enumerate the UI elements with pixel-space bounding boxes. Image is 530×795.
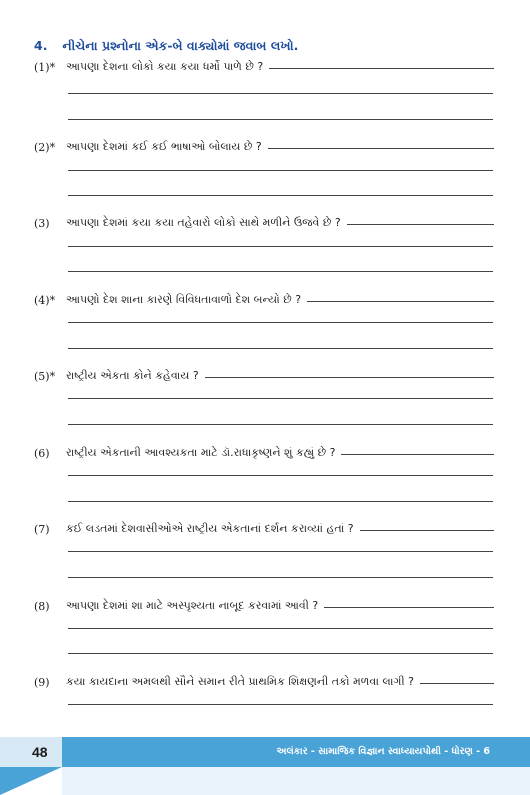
- question-4: [34, 291, 494, 307]
- question-text: આપણા દેશમાં કઈ કઈ ભાષાઓ બોલાય છે ?: [66, 140, 262, 153]
- question-text: રાષ્ટ્રીય એકતા કોને કહેવાય ?: [66, 369, 199, 382]
- answer-line[interactable]: [341, 454, 494, 455]
- section-number: 4.: [34, 38, 48, 53]
- question-number: (6): [34, 447, 50, 460]
- answer-line[interactable]: [68, 271, 493, 272]
- answer-line[interactable]: [68, 93, 493, 94]
- answer-line[interactable]: [68, 322, 493, 323]
- page-number: 48: [32, 744, 48, 760]
- answer-line[interactable]: [420, 683, 494, 684]
- question-number: (3): [34, 217, 50, 230]
- footer-page-box: [0, 737, 62, 767]
- question-3: [34, 214, 494, 230]
- answer-line[interactable]: [68, 628, 493, 629]
- question-8: [34, 597, 494, 613]
- answer-line[interactable]: [68, 398, 493, 399]
- answer-line[interactable]: [268, 148, 494, 149]
- answer-line[interactable]: [68, 704, 493, 705]
- question-1: [34, 58, 494, 74]
- answer-line[interactable]: [68, 348, 493, 349]
- question-number: (9): [34, 676, 50, 689]
- answer-line[interactable]: [347, 224, 494, 225]
- answer-line[interactable]: [68, 195, 493, 196]
- question-number: (2)*: [34, 141, 56, 154]
- section-title: નીચેના પ્રશ્નોના એક-બે વાક્યોમાં જવાબ લખો.: [62, 38, 299, 53]
- question-5: [34, 367, 494, 383]
- question-7: [34, 520, 494, 536]
- question-text: રાષ્ટ્રીય એકતાની આવશ્યકતા માટે ડૉ.રાધાકૃષ્ણને શું કહ્યું છે ?: [66, 446, 336, 459]
- question-number: (5)*: [34, 370, 56, 383]
- answer-line[interactable]: [68, 551, 493, 552]
- answer-line[interactable]: [68, 424, 493, 425]
- answer-line[interactable]: [68, 577, 493, 578]
- answer-line[interactable]: [205, 377, 494, 378]
- question-number: (4)*: [34, 294, 56, 307]
- answer-line[interactable]: [269, 68, 494, 69]
- section-heading: [34, 38, 298, 54]
- question-number: (8): [34, 600, 50, 613]
- question-6: [34, 444, 494, 460]
- question-text: આપણા દેશના લોકો કયા કયા ધર્મો પાળે છે ?: [66, 60, 264, 73]
- answer-line[interactable]: [68, 170, 493, 171]
- answer-line[interactable]: [68, 246, 493, 247]
- answer-line[interactable]: [68, 119, 493, 120]
- answer-line[interactable]: [68, 475, 493, 476]
- answer-line[interactable]: [307, 301, 494, 302]
- question-number: (1)*: [34, 61, 56, 74]
- question-2: [34, 138, 494, 154]
- answer-line[interactable]: [324, 607, 494, 608]
- footer-book-title: અલંકાર - સામાજિક વિજ્ઞાન સ્વાધ્યાયપોથી - ધોરણ - 6: [276, 746, 490, 757]
- answer-line[interactable]: [360, 530, 494, 531]
- answer-line[interactable]: [68, 501, 493, 502]
- question-9: [34, 673, 494, 689]
- question-text: કયા કાયદાના અમલથી સૌને સમાન રીતે પ્રાથમિક શિક્ષણની તકો મળવા લાગી ?: [66, 675, 414, 688]
- question-number: (7): [34, 523, 50, 536]
- footer-corner-triangle: [0, 767, 62, 795]
- question-text: આપણા દેશમાં કયા કયા તહેવારો લોકો સાથે મળીને ઉજવે છે ?: [66, 216, 341, 229]
- question-text: આપણા દેશમાં શા માટે અસ્પૃશ્યતા નાબૂદ કરવામાં આવી ?: [66, 599, 319, 612]
- question-text: આપણો દેશ શાના કારણે વિવિધતાવાળો દેશ બન્યો છે ?: [66, 293, 302, 306]
- question-text: કઈ લડતમાં દેશવાસીઓએ રાષ્ટ્રીય એકતાનાં દર્શન કરાવ્યાં હતાં ?: [66, 522, 354, 535]
- answer-line[interactable]: [68, 653, 493, 654]
